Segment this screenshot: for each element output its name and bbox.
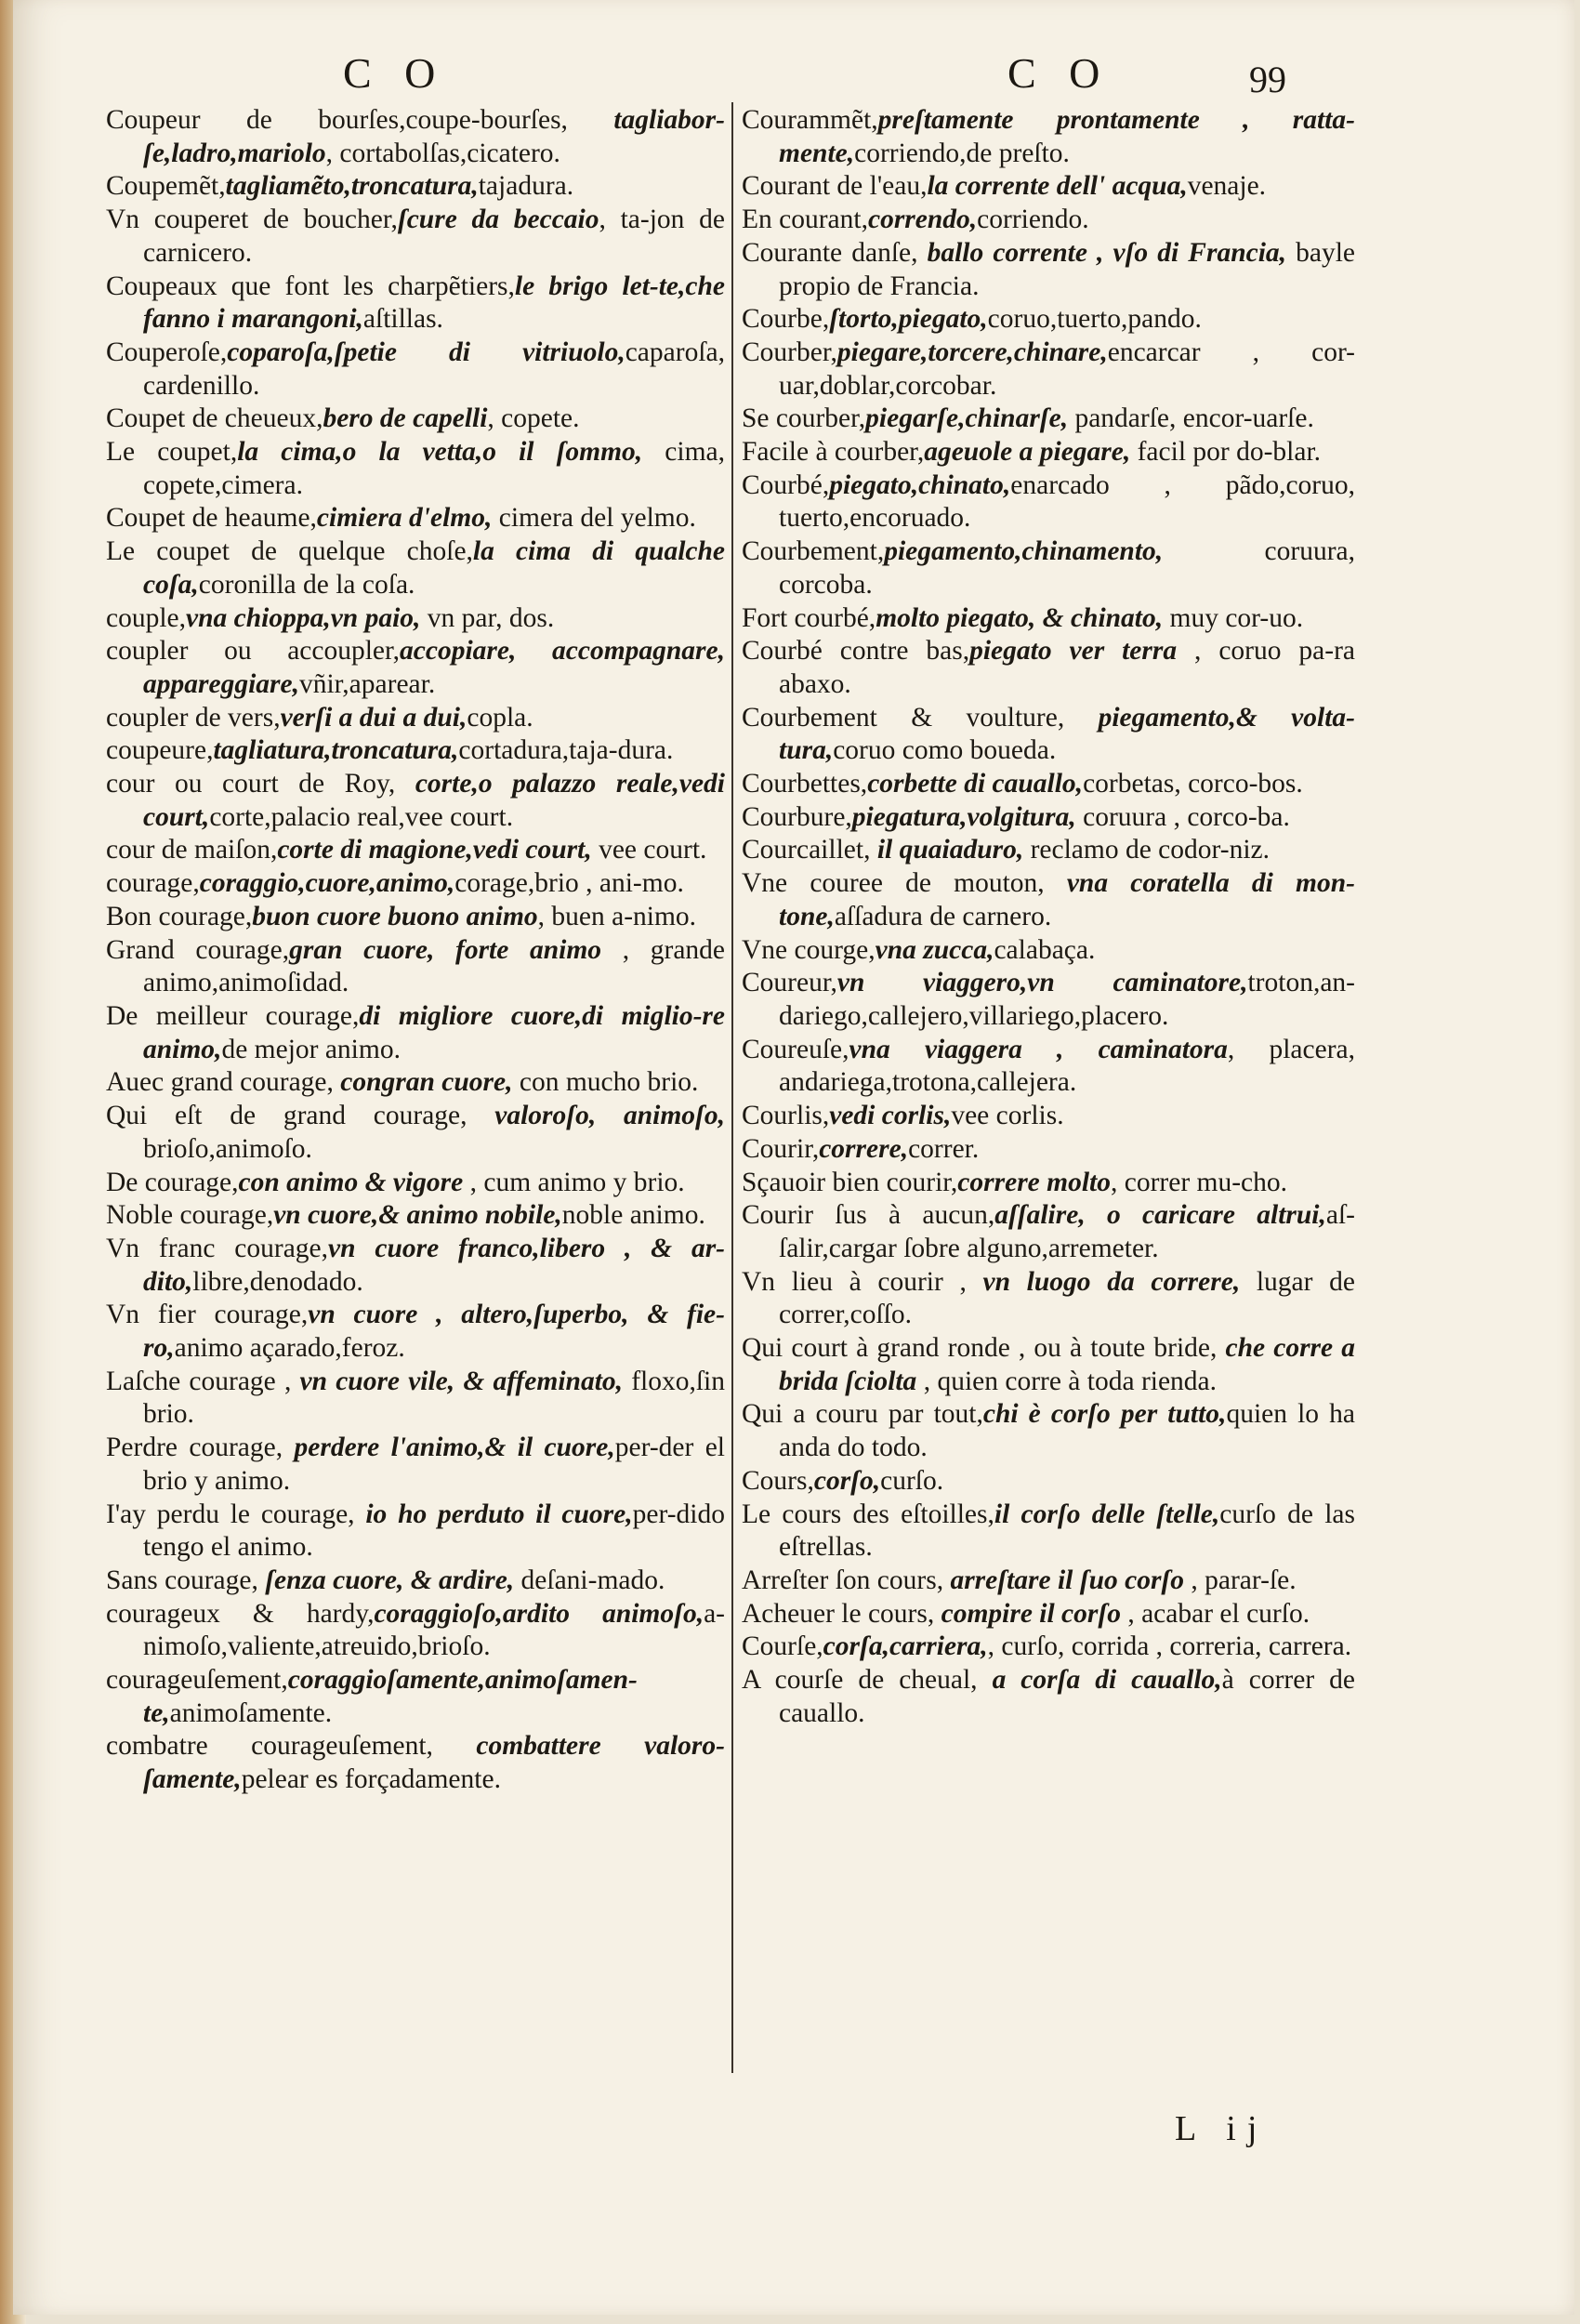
entry-text: animoſamente. [169,1697,333,1728]
entry-text: Courlis, [742,1101,830,1131]
entry-text: Qui a couru par tout, [742,1399,983,1430]
entry-text: Qui eſt de grand courage, [106,1101,495,1131]
dictionary-entry [742,1133,1355,1167]
entry-text: aſ-ſalir,cargar ſobre alguno,arremeter. [779,1200,1355,1263]
entry-text: Coureur, [742,968,837,998]
italian-translation: valoroſo, animoſo, [494,1101,725,1131]
italian-translation: coparoſa,ſpetie di vitriuolo, [227,337,625,367]
entry-text: reclamo de codor-niz. [1023,835,1270,865]
entry-text: , curſo, corrida , correria, carrera. [987,1631,1352,1662]
entry-text: coupler de vers, [106,702,281,733]
entry-text: Sçauoir bien courir, [742,1167,958,1197]
entry-text: Coupet de cheueux, [106,403,323,434]
dictionary-entry [106,403,725,436]
entry-text: Cours, [742,1465,814,1496]
entry-text: muy cor-uo. [1163,602,1304,633]
italian-translation: che corre a brida ſciolta [779,1333,1355,1396]
italian-translation: vna coratella di mon-tone, [779,868,1355,931]
italian-translation: cimiera d'elmo, [316,503,493,534]
entry-text: Vn couperet de boucher, [106,205,398,235]
italian-translation: ageuole a piegare, [924,437,1131,468]
italian-translation: il corſo delle ſtelle, [994,1499,1220,1529]
entry-text: facil por do-blar. [1130,437,1322,468]
entry-text: encarcar , cor-uar,doblar,corcobar. [779,337,1355,401]
entry-text: Vne couree de mouton, [742,868,1067,899]
italian-translation: preſtamente prontamente , ratta-mente, [779,105,1355,168]
italian-translation: correre, [819,1133,909,1164]
entry-text: caparoſa, cardenillo. [143,337,725,401]
dictionary-entry [742,1100,1355,1133]
dictionary-entry [742,104,1355,170]
right-column [742,104,1355,1730]
dictionary-entry [742,1266,1355,1332]
dictionary-entry [742,867,1355,933]
italian-translation: piegamento,& volta-tura, [779,702,1355,766]
dictionary-entry [742,1664,1355,1730]
italian-translation: correre molto [957,1167,1111,1197]
italian-translation: tagliamẽto,troncatura, [225,171,479,202]
left-running-head: C O [343,49,447,97]
entry-text: cortadura,taja-dura. [458,735,674,766]
entry-text: Courbettes, [742,769,868,799]
entry-text: lugar de correr,coſſo. [779,1266,1355,1330]
dictionary-entry [106,1598,725,1664]
entry-text: A courſe de cheual, [742,1665,993,1696]
italian-translation: bero de capelli [323,403,488,434]
column-divider [731,102,733,2073]
dictionary-entry [106,1167,725,1200]
dictionary-entry [106,1565,725,1598]
dictionary-entry [742,1631,1355,1664]
entry-text: , acabar el curſo. [1120,1598,1310,1629]
dictionary-entry [106,1100,725,1166]
italian-translation: a corſa di cauallo, [992,1665,1222,1696]
entry-text: , coruo pa-ra abaxo. [779,636,1355,699]
italian-translation: il quaiaduro, [876,835,1024,865]
dictionary-entry [742,602,1355,636]
dictionary-entry [106,702,725,735]
dictionary-entry [106,867,725,901]
entry-text: enarcado , pãdo,coruo, tuerto,encoruado. [779,469,1355,534]
entry-text: de mejor animo. [221,1034,401,1064]
italian-translation: verſi a dui a dui, [280,702,467,733]
entry-text: con mucho brio. [512,1067,699,1098]
dictionary-entry [742,768,1355,801]
italian-translation: piegarſe,chinarſe, [865,403,1069,434]
italian-translation: piegamento,chinamento, [884,536,1164,567]
entry-text: Couperoſe, [106,337,228,367]
entry-text: , buen a-nimo. [537,901,697,931]
italian-translation: corte,o palazzo reale,vedi court, [143,769,725,832]
entry-text: Noble courage, [106,1200,274,1231]
dictionary-entry [742,535,1355,601]
dictionary-entry [106,1066,725,1100]
entry-text: cima, copete,cimera. [143,437,725,500]
entry-text: venaje. [1187,171,1267,202]
dictionary-entry [106,170,725,204]
entry-text: Vn fier courage, [106,1300,309,1330]
entry-text: Perdre courage, [106,1433,295,1463]
dictionary-page [13,0,1574,2315]
italian-translation: tagliatura,troncatura, [213,735,459,766]
dictionary-entry [742,801,1355,835]
entry-text: a-nimoſo,valiente,atreuido,brioſo. [143,1598,725,1662]
entry-text: Acheuer le cours, [742,1598,941,1629]
entry-text: Facile à courber, [742,437,925,468]
entry-text: tajadura. [478,171,574,202]
italian-translation: coraggio,cuore,animo, [199,868,455,899]
italian-translation: vna chioppa,vn paio, [186,602,421,633]
right-running-head: C O [1007,49,1112,97]
entry-text: , quien corre à toda rienda. [916,1366,1218,1396]
entry-text: courageuſement, [106,1665,288,1696]
dictionary-entry [742,702,1355,768]
dictionary-entry [106,204,725,270]
entry-text: couple, [106,602,187,633]
entry-text: pandarſe, encor-uarſe. [1068,403,1314,434]
entry-text: I'ay perdu le courage, [106,1499,366,1529]
dictionary-entry [742,1167,1355,1200]
dictionary-entry [106,768,725,834]
dictionary-entry [742,170,1355,204]
dictionary-entry [106,1299,725,1365]
dictionary-entry [742,1499,1355,1565]
dictionary-entry [106,1366,725,1432]
dictionary-entry [742,204,1355,237]
italian-translation: la cima,o la vetta,o il ſommo, [237,437,643,468]
entry-text: quien lo ha anda do todo. [779,1399,1355,1463]
italian-translation: accopiare, accompagnare, appareggiare, [143,636,725,699]
entry-text: Courante danſe, [742,237,928,268]
entry-text: coruo,tuerto,pando. [987,304,1202,335]
italian-translation: molto piegato, & chinato, [876,602,1164,633]
italian-translation: congran cuore, [340,1067,513,1098]
dictionary-entry [106,271,725,337]
dictionary-entry [742,1332,1355,1398]
italian-translation: tagliabor-ſe,ladro,mariolo [143,105,725,168]
entry-text: pelear es forçadamente. [241,1764,501,1795]
entry-text: corriendo. [977,205,1089,235]
italian-translation: combattere valoro-ſamente, [143,1731,725,1795]
italian-translation: piegare,torcere,chinare, [836,337,1108,367]
entry-text: Laſche courage , [106,1366,300,1396]
dictionary-entry [742,834,1355,867]
entry-text: Vn franc courage, [106,1233,329,1263]
entry-text: coruo como boueda. [833,735,1057,766]
dictionary-entry [106,337,725,403]
entry-text: per-dido tengo el animo. [143,1499,725,1563]
entry-text: brioſo,animoſo. [143,1133,312,1164]
entry-text: Courbement & voulture, [742,702,1099,733]
entry-text: corage,brio , ani-mo. [454,868,684,899]
entry-text: Courir, [742,1133,820,1164]
italian-translation: ſtorto,piegato, [829,304,988,335]
italian-translation: corſa,carriera, [823,1631,988,1662]
italian-translation: arreſtare il ſuo corſo [950,1565,1184,1595]
dictionary-entry [742,436,1355,469]
italian-translation: vn cuore vile, & affeminato, [299,1366,624,1396]
dictionary-entry [106,635,725,701]
entry-text: Vn lieu à courir , [742,1266,983,1297]
entry-text: courageux & hardy, [106,1598,375,1629]
entry-text: Courbé contre bas, [742,636,970,667]
italian-translation: vn viaggero,vn caminatore, [836,968,1248,998]
italian-translation: con animo & vigore [238,1167,464,1197]
entry-text: corriendo,de preſto. [854,138,1070,168]
entry-text: Courammẽt, [742,105,878,135]
italian-translation: vedi corlis, [829,1101,952,1131]
entry-text: bayle propio de Francia. [779,237,1355,301]
dictionary-entry [742,469,1355,535]
entry-text: Vne courge, [742,934,876,965]
dictionary-entry [742,237,1355,303]
page-number: 99 [1249,59,1286,100]
entry-text: Qui court à grand ronde , ou à toute bride, [742,1333,1226,1364]
italian-translation: correndo, [867,205,978,235]
entry-text: aſſadura de carnero. [834,901,1052,931]
entry-text: Coupemẽt, [106,171,226,202]
dictionary-entry [106,1730,725,1796]
entry-text: Auec grand courage, [106,1067,341,1098]
entry-text: animo açarado,feroz. [174,1333,405,1364]
entry-text: Coupet de heaume, [106,503,317,534]
entry-text: Grand courage, [106,934,290,965]
entry-text: Arreſter ſon cours, [742,1565,951,1595]
entry-text: Courcaillet, [742,835,877,865]
entry-text: Courant de l'eau, [742,171,928,202]
dictionary-entry [742,967,1355,1033]
entry-text: deſani-mado. [514,1565,665,1595]
entry-text: calabaça. [994,934,1096,965]
entry-text: vee corlis. [951,1101,1064,1131]
dictionary-entry [106,602,725,636]
entry-text: per-der el brio y animo. [143,1433,725,1496]
italian-translation: gran cuore, forte animo [289,934,602,965]
dictionary-entry [106,901,725,934]
entry-text: aſtillas. [362,304,443,335]
entry-text: troton,an-dariego,callejero,villariego,placero. [779,968,1355,1031]
entry-text: , ta-jon de carnicero. [143,205,726,268]
dictionary-entry [742,1398,1355,1464]
dictionary-entry [106,1432,725,1498]
italian-translation: corbette di cauallo, [867,769,1084,799]
dictionary-entry [106,535,725,601]
italian-translation: ſcure da beccaio [397,205,599,235]
entry-text: libre,denodado. [192,1266,363,1297]
italian-translation: coraggioſo,ardito animoſo, [374,1598,704,1629]
entry-text: Coupeur de bourſes,coupe-bourſes, [106,105,614,135]
italian-translation: le brigo let-te,che fanno i marangoni, [143,271,725,335]
entry-text: vñir,aparear. [298,668,436,699]
entry-text: Courbure, [742,801,852,832]
dictionary-entry [106,1664,725,1730]
entry-text: coruura , corco-ba. [1075,801,1290,832]
dictionary-entry [742,1465,1355,1499]
entry-text: De meilleur courage, [106,1000,360,1031]
dictionary-entry [106,834,725,867]
entry-text: Se courber, [742,403,866,434]
dictionary-entry [106,734,725,768]
entry-text: floxo,ſin brio. [143,1366,725,1430]
dictionary-entry [106,1199,725,1233]
entry-text: coupler ou accoupler, [106,636,401,667]
entry-text: , correr mu-cho. [1110,1167,1288,1197]
dictionary-entry [106,502,725,535]
entry-text: Courber, [742,337,837,367]
dictionary-entry [742,635,1355,701]
dictionary-entry [742,1199,1355,1265]
entry-text: , cortabolſas,cicatero. [325,138,560,168]
italian-translation: vn cuore , altero,ſuperbo, & fie-ro, [143,1300,725,1364]
italian-translation: piegatura,volgitura, [851,801,1076,832]
entry-text: correr. [908,1133,980,1164]
entry-text: Le coupet, [106,437,238,468]
dictionary-entry [106,934,725,1000]
entry-text: vn par, dos. [420,602,555,633]
dictionary-entry [106,1000,725,1066]
italian-translation: la cima di qualche coſa, [143,536,726,600]
entry-text: , placera, andariega,trotona,callejera. [779,1034,1355,1098]
entry-text: Le coupet de quelque choſe, [106,536,473,567]
italian-translation: ballo corrente , vſo di Francia, [927,237,1287,268]
italian-translation: coraggioſamente,animoſamen-te, [143,1665,638,1728]
entry-text: corte,palacio real,vee court. [209,801,514,832]
dictionary-entry [106,1499,725,1565]
italian-translation: vn cuore franco,libero , & ar-dito, [143,1233,726,1297]
italian-translation: vna zucca, [875,934,994,965]
dictionary-entry [742,1598,1355,1631]
entry-text: noble animo. [561,1200,705,1231]
entry-text: curſo. [880,1465,944,1496]
italian-translation: corte di magione,vedi court, [277,835,592,865]
entry-text: curſo de las eſtrellas. [779,1499,1356,1563]
italian-translation: di migliore cuore,di miglio-re animo, [143,1000,725,1064]
italian-translation: io ho perduto il cuore, [365,1499,633,1529]
italian-translation: piegato,chinato, [829,469,1011,500]
entry-text: , grande animo,animoſidad. [143,934,726,998]
italian-translation: buon cuore buono animo [252,901,538,931]
entry-text: Le cours des eſtoilles, [742,1499,994,1529]
dictionary-entry [742,337,1355,403]
entry-text: copla. [467,702,533,733]
entry-text: Courbé, [742,469,830,500]
italian-translation: chi è corſo per tutto, [982,1399,1227,1430]
entry-text: , parar-ſe. [1184,1565,1297,1595]
signature-mark: L ij [1175,2109,1269,2148]
entry-text: En courant, [742,205,868,235]
entry-text: coupeure, [106,735,214,766]
entry-text: combatre courageuſement, [106,1731,477,1762]
entry-text: coruura, corcoba. [779,536,1355,600]
dictionary-entry [742,403,1355,436]
entry-text: De courage, [106,1167,239,1197]
dictionary-entry [742,303,1355,337]
italian-translation: perdere l'animo,& il cuore, [294,1433,615,1463]
italian-translation: piegato ver terra [969,636,1178,667]
entry-text: courage, [106,868,200,899]
entry-text: à correr de cauallo. [779,1665,1355,1728]
italian-translation: vn luogo da correre, [982,1266,1241,1297]
entry-text: cour ou court de Roy, [106,769,415,799]
entry-text: , cum animo y brio. [463,1167,685,1197]
entry-text: cimera del yelmo. [492,503,696,534]
entry-text: Fort courbé, [742,602,876,633]
italian-translation: ſenza cuore, & ardire, [265,1565,515,1595]
italian-translation: vna viaggera , caminatora [849,1034,1228,1064]
entry-text: Bon courage, [106,901,253,931]
entry-text: Coupeaux que font les charpẽtiers, [106,271,515,301]
italian-translation: aſſalire, o caricare altrui, [994,1200,1326,1231]
dictionary-entry [106,104,725,170]
italian-translation: compire il corſo [941,1598,1121,1629]
entry-text: coronilla de la coſa. [198,569,415,600]
entry-text: Courſe, [742,1631,823,1662]
entry-text: Courbement, [742,536,885,567]
italian-translation: vn cuore,& animo nobile, [273,1200,562,1231]
entry-text: Courir ſus à aucun, [742,1200,995,1231]
entry-text: Sans courage, [106,1565,266,1595]
left-column [106,104,725,1797]
dictionary-entry [106,436,725,502]
dictionary-entry [742,934,1355,968]
italian-translation: corſo, [813,1465,881,1496]
entry-text: vee court. [591,835,707,865]
entry-text: corbetas, corco-bos. [1083,769,1303,799]
entry-text: Courbe, [742,304,830,335]
entry-text: cour de maiſon, [106,835,278,865]
entry-text: , copete. [487,403,580,434]
dictionary-entry [742,1034,1355,1100]
dictionary-entry [106,1233,725,1299]
entry-text: Coureuſe, [742,1034,849,1064]
dictionary-entry [742,1565,1355,1598]
italian-translation: la corrente dell' acqua, [927,171,1188,202]
